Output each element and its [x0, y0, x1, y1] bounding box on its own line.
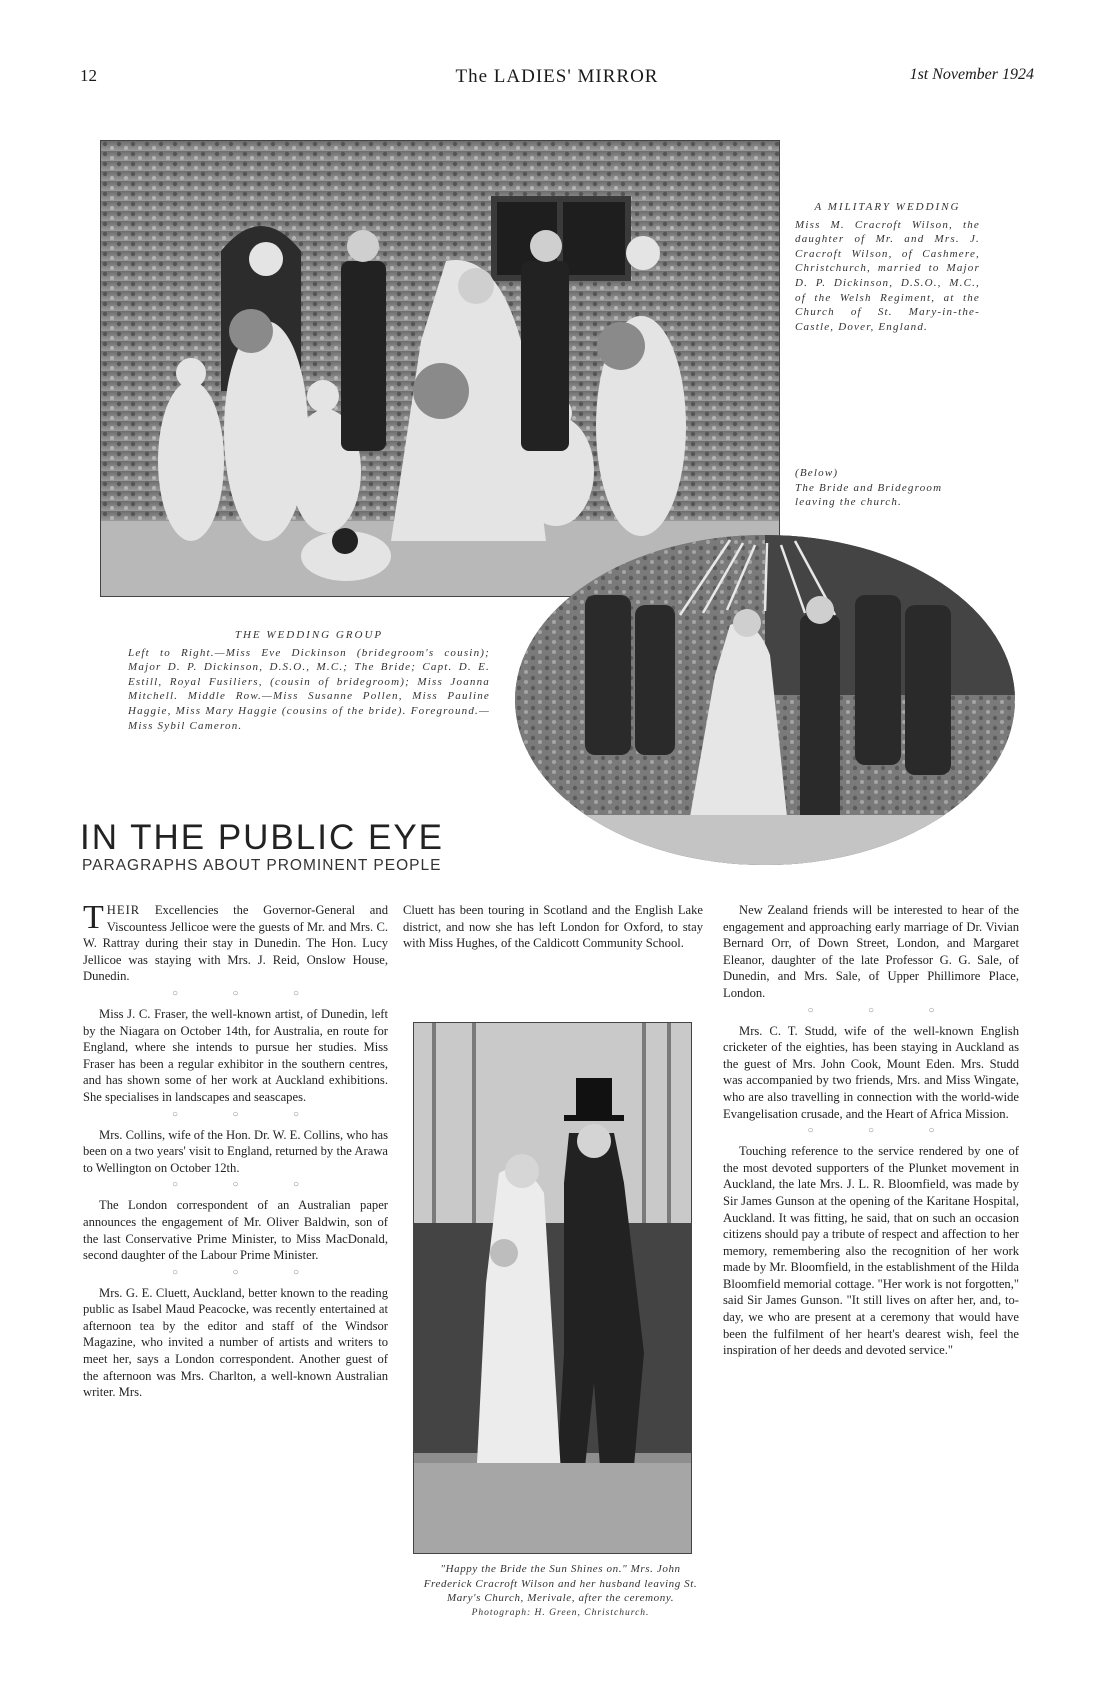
page-header [80, 66, 1034, 92]
below-caption [795, 466, 980, 510]
paragraph-ornament: ○ ○ ○ [807, 1125, 961, 1137]
article-column-1 [83, 899, 388, 1404]
column1-paragraph-4: The London correspondent of an Australian paper announces the engagement of Mr. Oliver Baldwin, son of the last Conservative Prime Minister, to Miss MacDonald, second daughter of the Labour Prime Minister. [83, 1198, 388, 1263]
column2-paragraph-1: Cluett has been touring in Scotland and the English Lake district, and now she has left London for Oxford, to stay with Miss Hughes, of the Caldicott Community School. [403, 903, 703, 951]
column1-paragraph-1 [83, 899, 388, 985]
military-wedding-caption [795, 200, 980, 334]
column1-paragraph-1-text: Excellencies the Governor-General and Viscountess Jellicoe were the guests of Mr. and Mrs. C. W. Rattray during their stay in Dunedin. The Hon. Lucy Jellicoe was staying with Mrs. J. Reid, Onslow House, Dunedin. [83, 903, 388, 984]
wedding-group-title: THE WEDDING GROUP [234, 629, 384, 641]
couple-photo [413, 1022, 692, 1554]
column3-paragraph-2: Mrs. C. T. Studd, wife of the well-known English cricketer of the eighties, has been staying in Auckland as the guest of Mrs. John Cook, Mount Eden. Mrs. Studd was accompanied by two friends, Mrs. and Miss Wingate, who are also travelling in connection with the world-wide Evangelisation crusade, and the Heart of Africa Mission. [723, 1023, 1019, 1121]
military-wedding-text: Miss M. Cracroft Wilson, the daughter of Mr. and Mrs. J. Cracroft Wilson, of Cashmere, Christchurch, married to Major D. P. Dickinson, D.S.O., M.C., of the Welsh Regiment, at the Church of St. Mary-in-the-Castle, Dover, England. [795, 218, 980, 333]
column1-paragraph-3: Mrs. Collins, wife of the Hon. Dr. W. E. Collins, who has been on a two years' visit to England, returned by the Arawa to Wellington on October 12th. [83, 1127, 388, 1175]
paragraph-ornament: ○ ○ ○ [171, 1266, 326, 1278]
article-headline: IN THE PUBLIC EYE [80, 818, 445, 857]
magazine-title: The LADIES' MIRROR [455, 66, 659, 87]
article-column-2 [403, 902, 703, 955]
column3-paragraph-1: New Zealand friends will be interested to hear of the engagement and approaching early marriage of Dr. Vivian Bernard Orr, of Down Street, London, and Margaret Eleanor, daughter of the late Professor G. G. Sale, of Dunedin, and Mrs. Sale, of Upper Phillimore Place, London. [723, 903, 1019, 1000]
below-text: The Bride and Bridegroom leaving the church. [795, 481, 943, 509]
page-number: 12 [80, 66, 97, 85]
military-wedding-title: A MILITARY WEDDING [814, 201, 961, 213]
column1-paragraph-2: Miss J. C. Fraser, the well-known artist, of Dunedin, left by the Niagara on October 14th, for Australia, en route for England, where she intends to pursue her studies. Miss Fraser has been a regular exhibitor in the southern centres, and has shown some of her work at Auckland exhibitions. She specialises in landscapes and seascapes. [83, 1006, 388, 1104]
drop-cap: T [83, 899, 104, 936]
drop-cap-rest: HEIR [106, 903, 141, 917]
paragraph-ornament: ○ ○ ○ [171, 1179, 326, 1191]
paragraph-ornament: ○ ○ ○ [171, 1108, 326, 1120]
column1-paragraph-5: Mrs. G. E. Cluett, Auckland, better known to the reading public as Isabel Maud Peacocke, was recently entertained at afternoon tea by the editor and staff of the Windsor Magazine, who invited a number of artists and writers to meet her, says a London correspondent. Another guest of the afternoon was Mrs. Charlton, a well-known Australian writer. Mrs. [83, 1285, 388, 1400]
article-column-3 [723, 902, 1019, 1362]
paragraph-ornament: ○ ○ ○ [807, 1004, 961, 1016]
couple-caption-text: "Happy the Bride the Sun Shines on." Mrs. John Frederick Cracroft Wilson and her husband leaving St. Mary's Church, Merivale, after the ceremony. [423, 1563, 698, 1605]
column3-paragraph-3: Touching reference to the service rendered by one of the most devoted supporters of the Plunket movement in Auckland, the late Mrs. J. L. R. Bloomfield, was made by Sir James Gunson at the opening of the Karitane Hospital, Auckland. It was fitting, he said, that on such an occasion citizens should pay a tribute of respect and affection to her memory, remembering also the recognition of her work made by Mr. Bloomfield, in the establishment of the Hilda Bloomfield memorial cottage. "Her work is not forgotten," said Sir James Gunson. "It still lives on after her, and, to-day, we who are present at a ceremony that would have been the fulfilment of her heart's dearest wish, feel the inspiration of her deeds and devoted service." [723, 1144, 1019, 1358]
article-subheadline: PARAGRAPHS ABOUT PROMINENT PEOPLE [82, 857, 442, 874]
paragraph-ornament: ○ ○ ○ [171, 987, 326, 999]
couple-caption [418, 1562, 703, 1620]
below-label: (Below) [795, 467, 839, 479]
bride-groom-oval-photo [515, 535, 1015, 865]
wedding-group-caption [128, 628, 490, 733]
issue-date: 1st November 1924 [909, 66, 1034, 83]
photo-credit: Photograph: H. Green, Christchurch. [471, 1607, 650, 1618]
wedding-group-text: Left to Right.—Miss Eve Dickinson (bridegroom's cousin); Major D. P. Dickinson, D.S.O., M.C.; The Bride; Capt. D. E. Estill, Royal Fusiliers, (cousin of bridegroom); Miss Joanna Mitchell. Middle Row.—Miss Susanne Pollen, Miss Pauline Haggie, Miss Mary Haggie (cousins of the bride). Foreground.—Miss Sybil Cameron. [128, 646, 490, 732]
wedding-group-photo [100, 140, 780, 597]
